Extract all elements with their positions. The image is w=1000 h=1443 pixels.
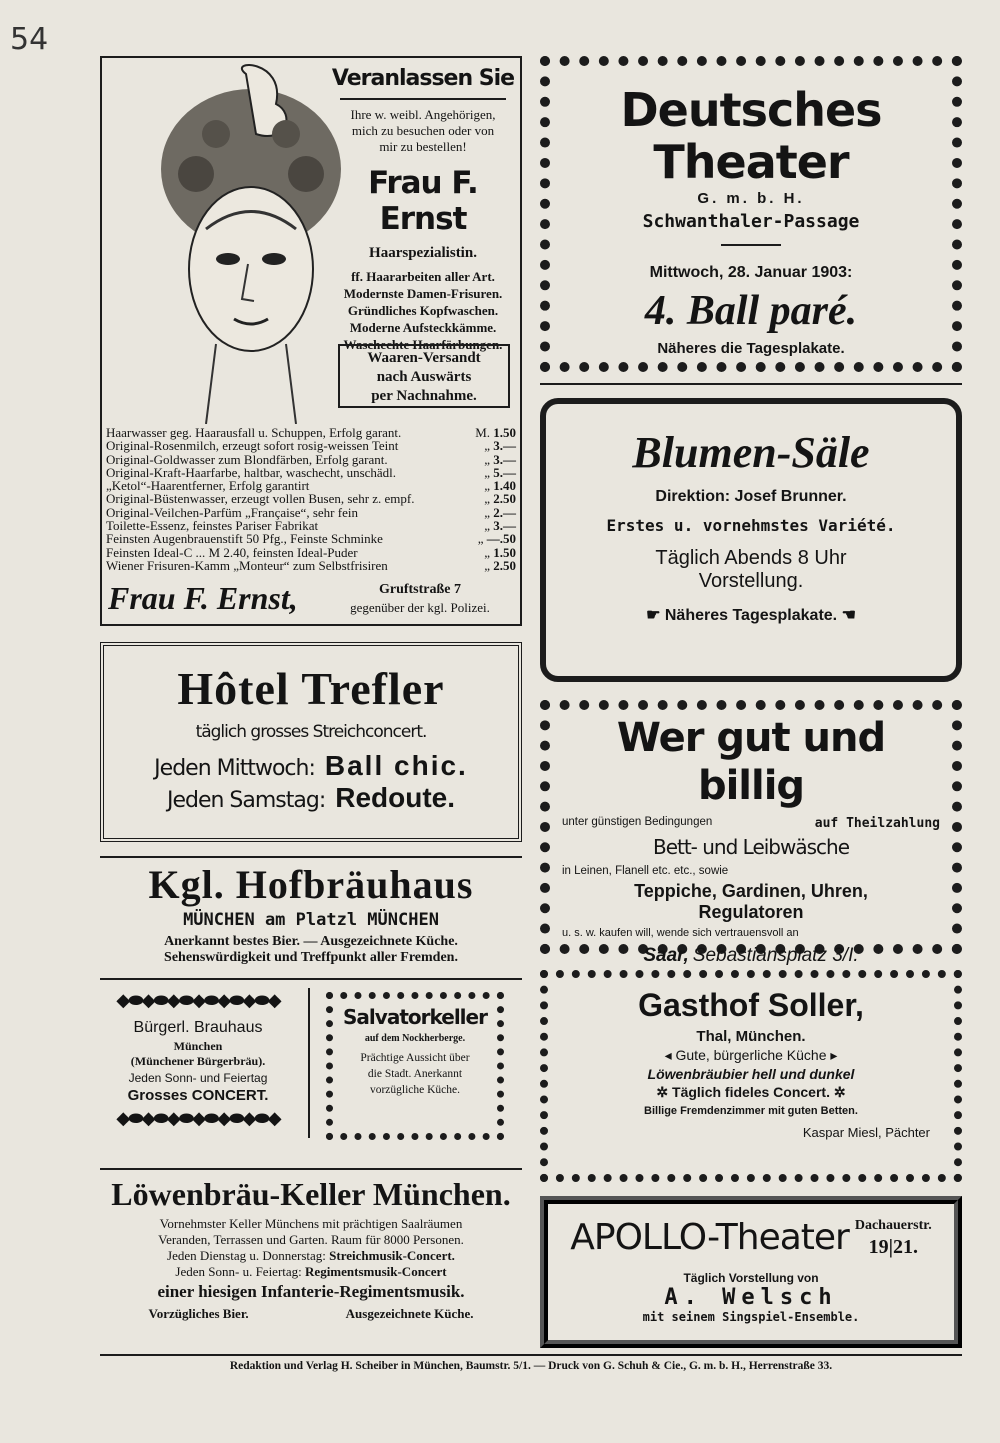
price-row xyxy=(106,479,516,492)
ernst-title: Veranlassen Sie xyxy=(331,66,515,91)
deutsches-title: Deutsches Theater xyxy=(620,83,882,189)
loewenbraeu-line5: einer hiesigen Infanterie-Regimentsmusik. xyxy=(157,1282,465,1301)
price-item: Original-Kraft-Haarfarbe, haltbar, waschecht, unschädl. xyxy=(106,464,397,480)
price-item: Original-Büstenwasser, erzeugt vollen Busen, sehr z. empf. xyxy=(106,491,415,507)
apollo-name: A. Welsch xyxy=(664,1285,838,1310)
buergerl-line: Jeden Sonn- und Feiertag xyxy=(128,1071,268,1085)
loewenbraeu-title: Löwenbräu-Keller München. xyxy=(111,1176,511,1212)
price-item: Haarwasser geg. Haarausfall u. Schuppen, Erfolg garant. xyxy=(106,425,402,440)
hofbraeuhaus-ad xyxy=(100,862,522,972)
ernst-ad xyxy=(100,56,522,626)
price-row xyxy=(106,532,516,545)
star-ornament-icon: ✲ xyxy=(656,1084,669,1100)
soller-line4: Billige Fremdenzimmer mit guten Betten. xyxy=(644,1105,858,1117)
buergerl-city: München xyxy=(173,1039,223,1053)
price-unit: „ xyxy=(477,531,484,547)
ernst-shipping-box xyxy=(338,344,510,408)
price-value: 1.40 xyxy=(493,478,516,494)
trefler-event2: Redoute. xyxy=(335,782,456,813)
price-value: —.50 xyxy=(486,531,516,547)
price-item: Original-Veilchen-Parfüm „Française“, sehr fein xyxy=(106,504,358,520)
price-row xyxy=(106,466,516,479)
gasthof-soller-ad xyxy=(540,970,962,1182)
werbillig-title: Wer gut und billig xyxy=(616,715,886,809)
soller-owner: Kaspar Miesl, Pächter xyxy=(802,1125,930,1140)
arrow-right-icon: ▸ xyxy=(830,1047,838,1063)
price-row xyxy=(106,426,516,439)
apollo-number: 19|21. xyxy=(868,1236,918,1258)
price-item: „Ketol“-Haarentferner, Erfolg garantirt xyxy=(106,478,310,494)
ernst-signature: Frau F. Ernst, xyxy=(108,580,298,616)
salvator-text-2: die Stadt. Anerkannt xyxy=(367,1068,463,1080)
price-item: Feinsten Augenbrauenstift 50 Pfg., Feinste Schminke xyxy=(106,531,383,547)
soller-line1: Gute, bürgerliche Küche xyxy=(675,1047,827,1063)
buergerl-brauhaus-ad xyxy=(100,990,296,1136)
trefler-title: Hôtel Trefler xyxy=(177,663,445,714)
ernst-service-3: Gründliches Kopfwaschen. xyxy=(347,303,499,318)
trefler-day1: Jeden Mittwoch: xyxy=(154,756,315,781)
blumen-time: Täglich Abends 8 Uhr xyxy=(655,547,847,569)
ernst-name: Frau F. Ernst xyxy=(368,165,478,237)
ernst-shipping-1: Waaren-Versandt xyxy=(367,350,481,366)
salvatorkeller-ad xyxy=(326,992,504,1140)
deutsches-note: Näheres die Tagesplakate. xyxy=(657,340,845,357)
ernst-intro-1: Ihre w. weibl. Angehörigen, xyxy=(350,107,496,122)
deutsches-company: G. m. b. H. xyxy=(697,190,805,207)
deutsches-divider xyxy=(721,244,781,246)
apollo-street: Dachauerstr. xyxy=(854,1218,932,1233)
werbillig-line3: in Leinen, Flanell etc. etc., sowie xyxy=(562,865,729,877)
soller-line3: Täglich fideles Concert. xyxy=(672,1084,830,1100)
price-row xyxy=(106,453,516,466)
apollo-title: APOLLO-Theater xyxy=(570,1217,849,1258)
loewenbraeu-line6b: Ausgezeichnete Küche. xyxy=(345,1306,474,1321)
hofbraeu-title: Kgl. Hofbräuhaus xyxy=(148,862,474,907)
werbillig-name: Saar, xyxy=(643,945,689,966)
salvator-title: Salvatorkeller xyxy=(343,1005,487,1029)
loewenbraeu-line6a: Vorzügliches Bier. xyxy=(148,1306,249,1321)
price-unit: „ xyxy=(484,518,490,534)
price-row xyxy=(106,519,516,532)
price-value: 5.— xyxy=(493,464,516,480)
price-item: Original-Rosenmilch, erzeugt sofort rosig-weissen Teint xyxy=(106,438,399,454)
deutsches-event: 4. Ball paré. xyxy=(644,288,858,334)
price-value: 2.50 xyxy=(493,557,516,573)
price-item: Feinsten Ideal-C ... M 2.40, feinsten Ideal-Puder xyxy=(106,544,358,560)
ernst-service-2: Modernste Damen-Frisuren. xyxy=(343,286,503,301)
salvator-text-1: Prächtige Aussicht über xyxy=(360,1052,470,1064)
price-item: Wiener Frisuren-Kamm „Monteur“ zum Selbstfrisiren xyxy=(106,557,388,573)
deutsches-theater-ad xyxy=(540,56,962,372)
soller-location: Thal, München. xyxy=(696,1028,806,1045)
buergerl-sub: (Münchener Bürgerbräu). xyxy=(130,1054,266,1068)
trefler-subtitle: täglich grosses Streichconcert. xyxy=(195,722,427,742)
page-footer: Redaktion und Verlag H. Scheiber in München, Baumstr. 5/1. — Druck von G. Schuh & Cie., G. m. b. H., Herrenstraße 33. xyxy=(229,1360,833,1372)
price-unit: „ xyxy=(484,438,490,454)
werbillig-line1a: unter günstigen Bedingungen xyxy=(562,816,713,828)
salvator-text-3: vorzügliche Küche. xyxy=(369,1084,461,1096)
buergerl-title: Bürgerl. Brauhaus xyxy=(133,1019,263,1036)
salvator-sub: auf dem Nockherberge. xyxy=(364,1033,466,1044)
blumen-tagline: Erstes u. vornehmstes Variété. xyxy=(606,516,896,535)
werbillig-line1b: auf Theilzahlung xyxy=(814,816,940,831)
blumen-note: Näheres Tagesplakate. xyxy=(664,607,838,624)
price-value: 1.50 xyxy=(493,425,516,440)
soller-title: Gasthof Soller, xyxy=(638,987,864,1023)
price-row xyxy=(106,492,516,505)
loewenbraeu-line3b: Streichmusik-Concert. xyxy=(329,1248,455,1263)
price-row xyxy=(106,546,516,559)
pointing-hand-right-icon: ☛ xyxy=(646,607,661,624)
ernst-intro-2: mich zu besuchen oder von xyxy=(351,123,495,138)
price-unit: „ xyxy=(484,478,490,494)
price-value: 2.— xyxy=(493,504,516,520)
price-unit: „ xyxy=(484,451,490,467)
loewenbraeu-keller-ad xyxy=(100,1174,522,1350)
ernst-service-1: ff. Haararbeiten aller Art. xyxy=(351,269,495,284)
ernst-service-4: Moderne Aufsteckkämme. xyxy=(349,320,497,335)
blumen-direction: Direktion: Josef Brunner. xyxy=(655,488,847,505)
trefler-event1: Ball chic. xyxy=(324,750,468,781)
loewenbraeu-line1: Vornehmster Keller Münchens mit prächtigen Saalräumen xyxy=(159,1216,463,1231)
ornament-chain: ◆⬬◆⬬◆⬬◆⬬◆⬬◆⬬◆ xyxy=(116,1108,280,1128)
price-unit: „ xyxy=(484,557,490,573)
loewenbraeu-line4a: Jeden Sonn- u. Feiertag: xyxy=(175,1264,302,1279)
loewenbraeu-line3a: Jeden Dienstag u. Donnerstag: xyxy=(167,1248,326,1263)
price-value: 2.50 xyxy=(493,491,516,507)
werbillig-address: Sebastiansplatz 3/I. xyxy=(692,945,859,966)
price-value: 3.— xyxy=(493,518,516,534)
arrow-left-icon: ◂ xyxy=(664,1047,672,1063)
loewenbraeu-line2: Veranden, Terrassen und Garten. Raum für 8000 Personen. xyxy=(158,1232,464,1247)
price-unit: „ xyxy=(484,504,490,520)
trefler-day2: Jeden Samstag: xyxy=(166,788,326,813)
price-item: Toilette-Essenz, feinstes Pariser Fabrikat xyxy=(106,518,319,534)
ernst-address: Gruftstraße 7 xyxy=(378,582,462,597)
price-unit: „ xyxy=(484,544,490,560)
price-unit: M. xyxy=(475,425,490,440)
star-ornament-icon: ✲ xyxy=(833,1084,846,1100)
column-divider xyxy=(308,988,310,1138)
ernst-address-note: gegenüber der kgl. Polizei. xyxy=(350,600,490,615)
ernst-price-list xyxy=(106,426,516,572)
werbillig-line6: u. s. w. kaufen will, wende sich vertrauensvoll an xyxy=(562,927,799,939)
price-value: 3.— xyxy=(493,438,516,454)
blumen-title: Blumen-Säle xyxy=(632,428,870,477)
price-value: 1.50 xyxy=(493,544,516,560)
ernst-service-5: Waschechte Haarfärbungen. xyxy=(343,337,503,352)
price-unit: „ xyxy=(484,464,490,480)
blumen-show: Vorstellung. xyxy=(698,570,804,592)
soller-line2: Löwenbräubier hell und dunkel xyxy=(647,1066,855,1082)
blumen-saele-ad xyxy=(540,398,962,682)
apollo-theater-ad xyxy=(540,1196,962,1348)
apollo-line2: mit seinem Singspiel-Ensemble. xyxy=(642,1310,860,1324)
hofbraeu-subtitle: MÜNCHEN am Platzl MÜNCHEN xyxy=(183,910,439,930)
page-number: 54 xyxy=(10,22,49,57)
pointing-hand-left-icon: ☚ xyxy=(841,607,856,624)
price-row xyxy=(106,439,516,452)
price-value: 3.— xyxy=(493,451,516,467)
price-row xyxy=(106,506,516,519)
price-row xyxy=(106,559,516,572)
werbillig-line4: Teppiche, Gardinen, Uhren, xyxy=(634,881,868,901)
werbillig-line2: Bett- und Leibwäsche xyxy=(652,835,850,859)
hofbraeu-line1: Anerkannt bestes Bier. — Ausgezeichnete Küche. xyxy=(164,934,458,949)
apollo-line1: Täglich Vorstellung von xyxy=(683,1271,819,1285)
hofbraeu-line2: Sehenswürdigkeit und Treffpunkt aller Fremden. xyxy=(164,950,458,965)
werbillig-line5: Regulatoren xyxy=(698,902,804,922)
wer-billig-ad xyxy=(540,700,962,966)
ornament-chain: ◆⬬◆⬬◆⬬◆⬬◆⬬◆⬬◆ xyxy=(116,990,280,1010)
buergerl-concert: Grosses CONCERT. xyxy=(127,1087,269,1104)
price-unit: „ xyxy=(484,491,490,507)
ernst-intro-3: mir zu bestellen! xyxy=(379,139,467,154)
deutsches-date: Mittwoch, 28. Januar 1903: xyxy=(649,264,853,281)
price-item: Original-Goldwasser zum Blondfärben, Erfolg garant. xyxy=(106,451,388,467)
ernst-profession: Haarspezialistin. xyxy=(369,245,477,261)
ernst-shipping-2: nach Auswärts xyxy=(376,369,472,385)
deutsches-location: Schwanthaler-Passage xyxy=(642,211,860,232)
hotel-trefler-ad xyxy=(100,642,522,842)
loewenbraeu-line4b: Regimentsmusik-Concert xyxy=(305,1264,447,1279)
ernst-shipping-3: per Nachnahme. xyxy=(371,388,477,404)
